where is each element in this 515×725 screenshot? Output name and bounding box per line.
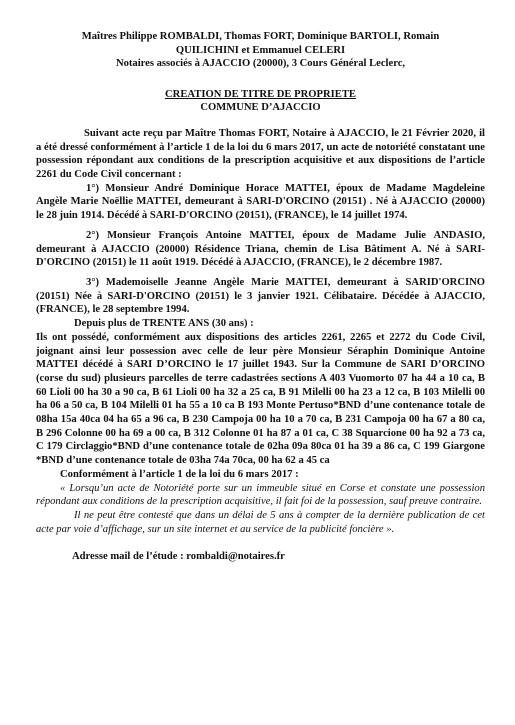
header-line-3: Notaires associés à AJACCIO (20000), 3 Cours Général Leclerc, <box>115 58 406 70</box>
possession-paragraph: Ils ont possédé, conformément aux dispositions des articles 2261, 2265 et 2272 du Code Civil, joignant ainsi leur possession avec celle de leur père Monsieur Séraphin Dominique Antoine MATTEI décédé à SARI D’ORCINO le 17 juillet 1943. Sur la Commune de SARI D’ORCINO (corse du sud) plusieurs parcelles de terre cadastrées sections A 403 Vuomorto 07 ha 44 a 10 ca, B 60 Lioli 00 ha 30 a 90 ca, B 61 Lioli 00 ha 32 a 25 ca, B 91 Milelli 00 ha 23 a 12 ca, B 103 Milelli 00 ha 06 a 50 ca, B 104 Milelli 01 ha 55 a 10 ca B 193 Monte Pertuso*BND d’une contenance totale de 08ha 15a 40ca 04 ha 65 a 96 ca, B 230 Campoja 00 ha 10 a 70 ca, B 231 Campoja 00 ha 67 a 80 ca, B 296 Colonne 00 ha 69 a 00 ca, B 312 Colonne 01 ha 87 a 01 ca, C 38 Squarcione 00 ha 92 a 73 ca, C 179 Circlaggio*BND d’une contenance totale de 02ha 09a 80ca 01 ha 39 a 86 ca, C 199 Giargone *BND d’une contenance totale de 03ha 74a 70ca, 00 ha 62 a 45 ca <box>36 331 485 467</box>
header-line-2: QUILICHINI et Emmanuel CELERI <box>175 44 346 56</box>
conformity-paragraph: Conformément à l’article 1 de la loi du 6 mars 2017 : <box>60 468 299 480</box>
law-quote-paragraph-1: « Lorsqu’un acte de Notoriété porte sur un immeuble situé en Corse et constate une possession répondant aux conditions de la prescription acquisitive, il fait foi de la possession, sauf preuve contraire. <box>36 482 485 508</box>
title-line-1: CREATION DE TITRE DE PROPRIETE <box>165 88 356 100</box>
notice-title <box>36 88 485 115</box>
party-3-paragraph: 3°) Mademoiselle Jeanne Angèle Marie MATTEI, demeurant à SARID'ORCINO (20151) Née à SARI-D'ORCINO (20151) le 3 janvier 1921. Célibataire. Décédée à AJACCIO, (FRANCE), le 28 septembre 1994. <box>36 277 485 316</box>
notaries-header <box>36 30 485 71</box>
party-2-paragraph: 2°) Monsieur François Antoine MATTEI, époux de Madame Julie ANDASIO, demeurant à AJACCIO (20000) Résidence Triana, chemin de Lisa Bâtiment A. Né à SARI-D'ORCINO (20151) le 11 août 1919. Décédé à AJACCIO, (FRANCE), le 2 décembre 1987. <box>36 229 485 269</box>
party-1-paragraph: 1°) Monsieur André Dominique Horace MATTEI, époux de Madame Magdeleine Angèle Marie Noëllie MATTEI, demeurant à SARI-D'ORCINO (20151) . Né à AJACCIO (20000) le 28 juin 1914. Décédé à SARI-D'ORCINO (20151), (FRANCE), le 14 juillet 1974. <box>36 182 485 222</box>
title-line-2: COMMUNE D’AJACCIO <box>200 102 321 114</box>
intro-paragraph: Suivant acte reçu par Maître Thomas FORT, Notaire à AJACCIO, le 21 Février 2020, il a été dressé conformément à l’article 1 de la loi du 6 mars 2017, un acte de notoriété constatant une possession répondant aux conditions de la prescription acquisitive et aux dispositions de l’article 2261 du Code Civil concernant : <box>36 127 485 181</box>
law-quote-paragraph-2: Il ne peut être contesté que dans un délai de 5 ans à compter de la dernière publication de cet acte par voie d’affichage, sur un site internet et au service de la publicité foncière ». <box>36 509 485 535</box>
notice-body <box>36 127 485 564</box>
office-email: Adresse mail de l’étude : rombaldi@notaires.fr <box>72 551 285 563</box>
header-line-1: Maîtres Philippe ROMBALDI, Thomas FORT, Dominique BARTOLI, Romain <box>81 31 440 42</box>
since-paragraph: Depuis plus de TRENTE ANS (30 ans) : <box>74 318 254 330</box>
